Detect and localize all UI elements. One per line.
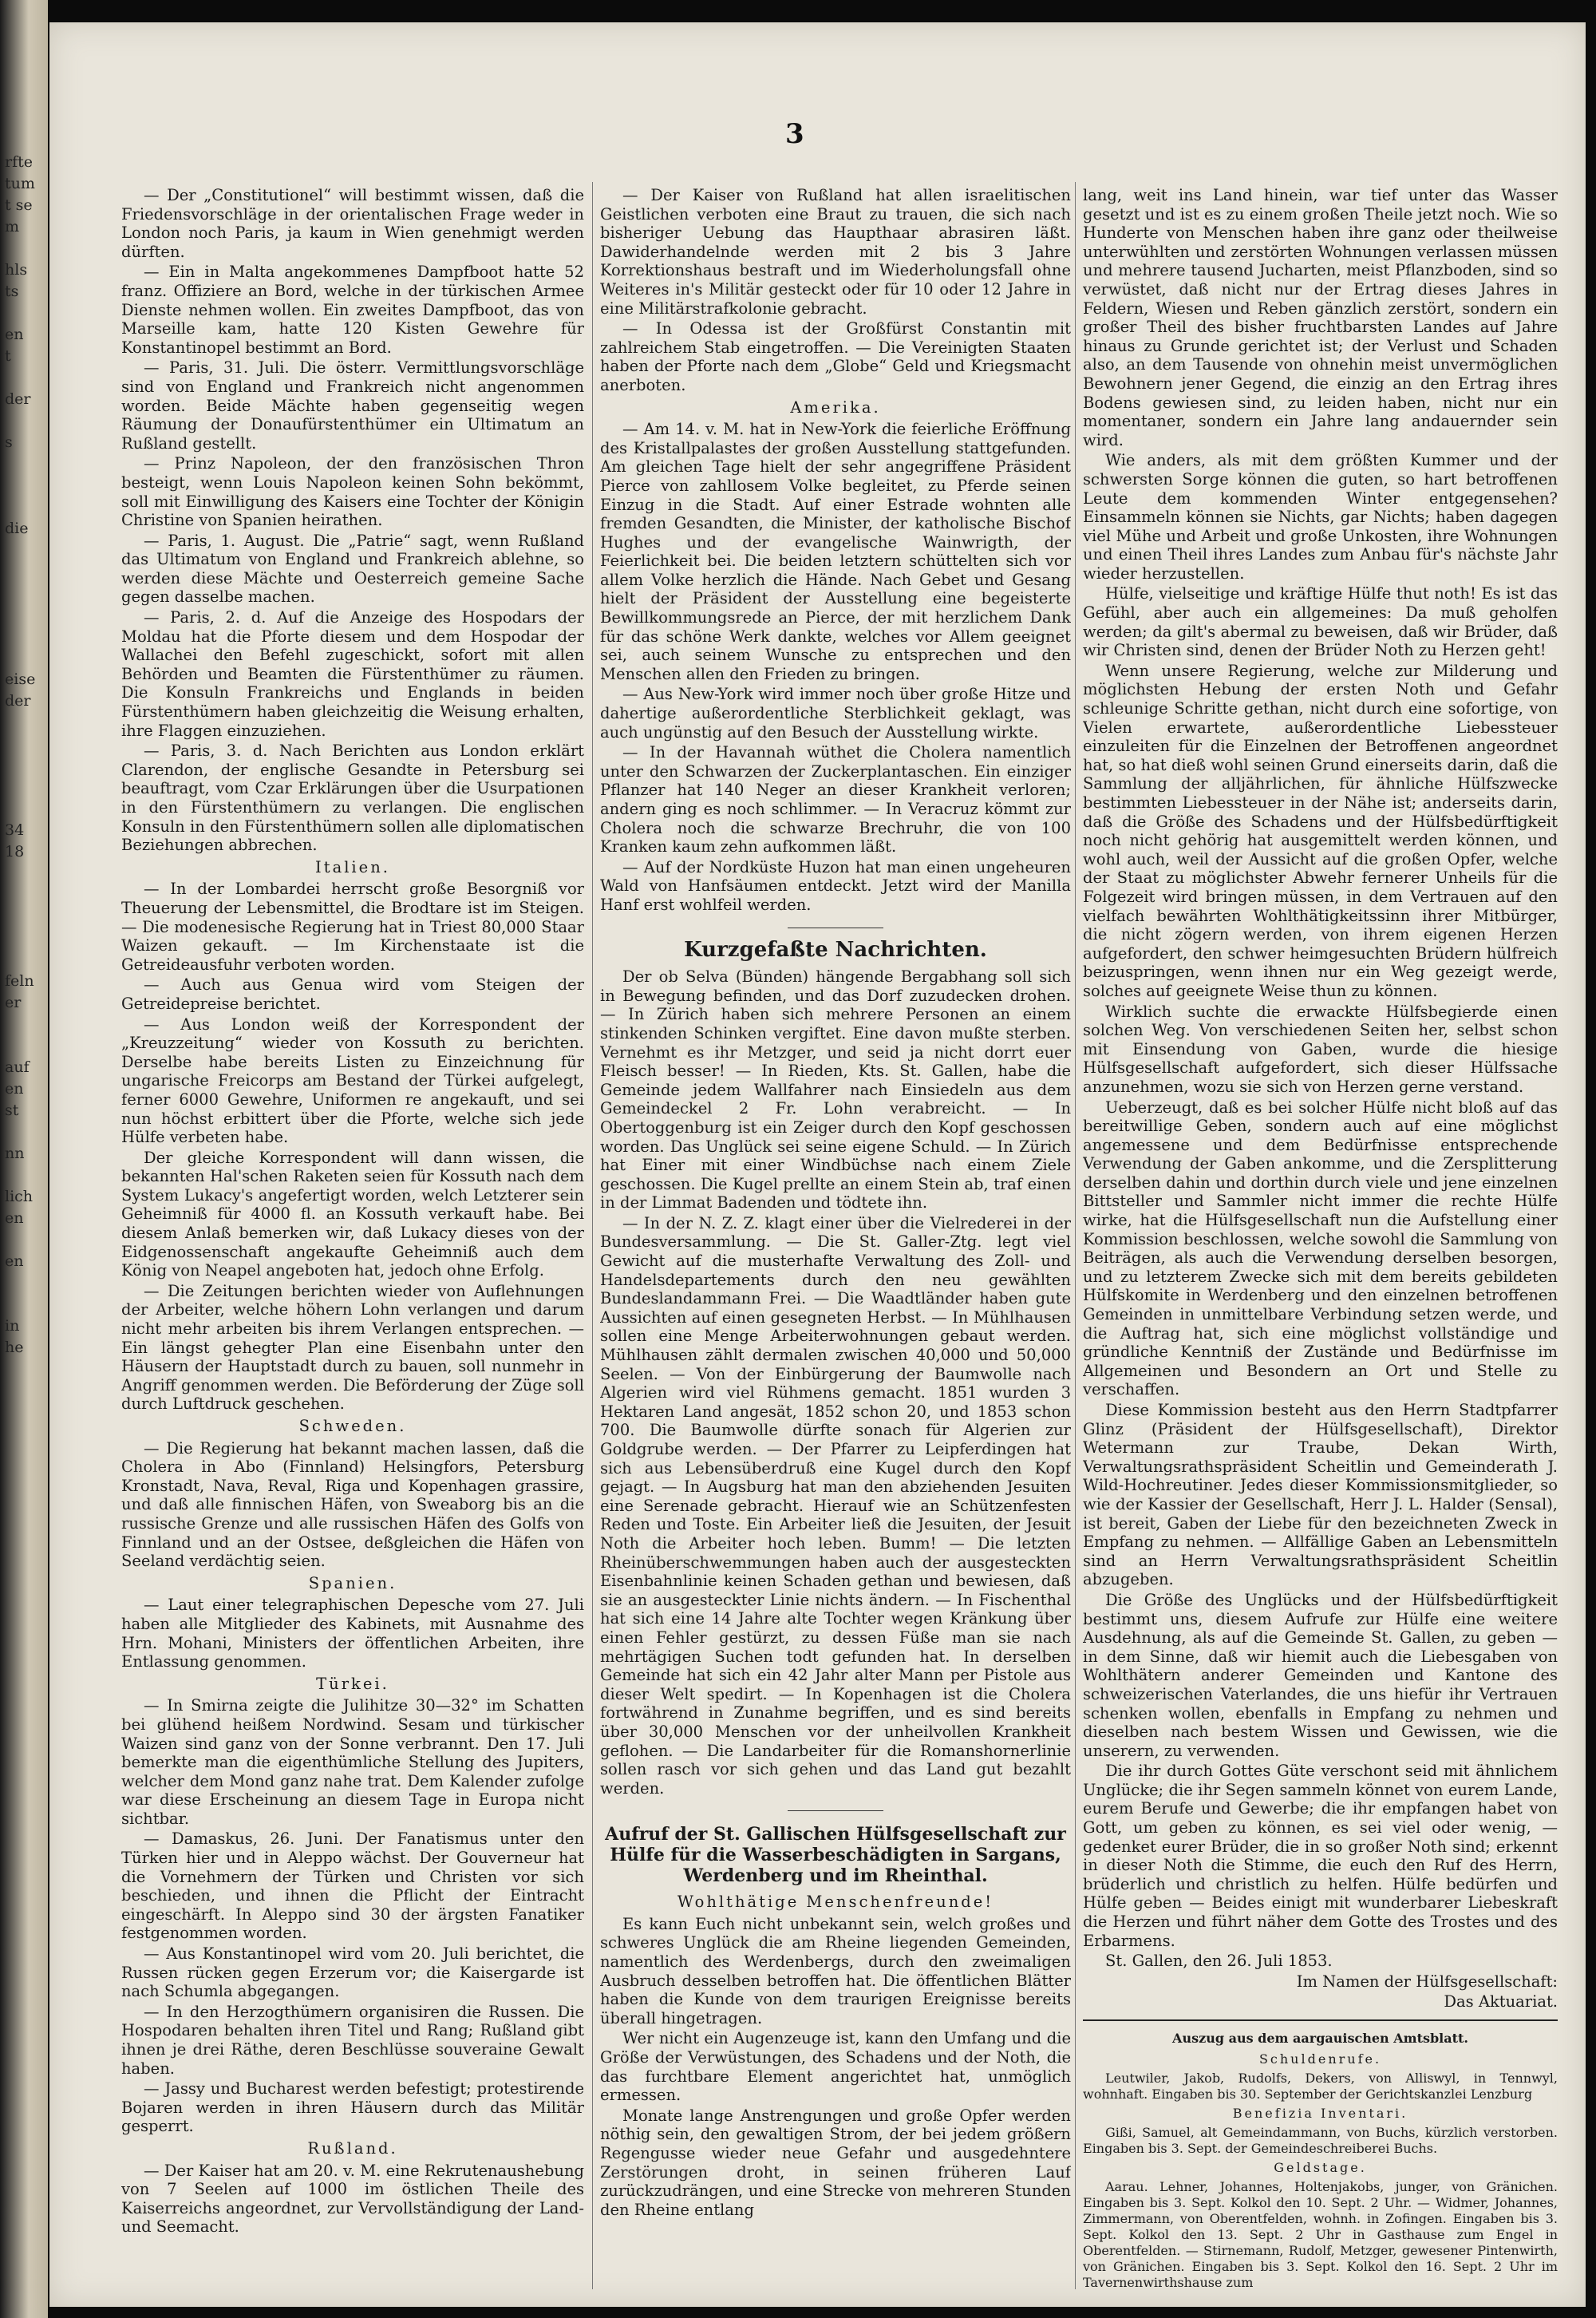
notice-paragraph: Leutwiler, Jakob, Rudolfs, Dekers, von Alliswyl, in Tennwyl, wohnhaft. Eingaben bis 30. September der Gerichtskanzlei Lenzburg xyxy=(1083,2070,1558,2102)
column-3 xyxy=(1083,186,1558,2293)
column-2 xyxy=(600,186,1071,2293)
article-paragraph: — Paris, 3. d. Nach Berichten aus London erklärt Clarendon, der englische Gesandte in Petersburg sei beauftragt, vom Czar Erklärungen über die Usurpationen in den Fürstenthümern zu verlangen. Die englischen Konsuln in den Fürstenthümern sollen alle diplomatischen Beziehungen abbrechen. xyxy=(121,742,584,855)
article-paragraph: — Aus London weiß der Korrespondent der „Kreuzzeitung“ wieder von Kossuth zu berichten. Derselbe habe bereits Listen zu Einzeichnung für ungarische Freicorps am Bestand der Türkei aufgelegt, ferner 6000 Gewehre, Uniformen re angekauft, und sei nun höchst erbittert über die Pforte, welche sich jede Hülfe verbeten habe. xyxy=(121,1015,584,1147)
notice-paragraph: Aarau. Lehner, Johannes, Holtenjakobs, junger, von Gränichen. Eingaben bis 3. Sept. Kolkol den 10. Sept. 2 Uhr. — Widmer, Johannes, Zimmermann, von Oberentfelden, wohnh. in Zofingen. Eingaben bis 3. Sept. Kolkol den 13. Sept. 2 Uhr in Gasthause zum Engel in Oberentfelden. — Stirnemann, Rudolf, Metzger, gewesener Pintenwirth, von Gränichen. Eingaben bis 3. Sept. Kolkol den 16. Sept. 2 Uhr im Tavernenwirthshause zum xyxy=(1083,2178,1558,2290)
article-paragraph: Hülfe, vielseitige und kräftige Hülfe thut noth! Es ist das Gefühl, aber auch ein allgemeines: Da muß geholfen werden; da gilt's abermal zu beweisen, daß wir Brüder, daß wir Christen sind, denen der Brüder Noth zu Herzen geht! xyxy=(1083,584,1558,660)
signature-line: Das Aktuariat. xyxy=(1444,1992,1558,2011)
signature-line: Im Namen der Hülfsgesellschaft: xyxy=(1296,1972,1558,1991)
article-paragraph: Wenn unsere Regierung, welche zur Milderung und möglichsten Hebung der ersten Noth und Gefahr schleunige Schritte gethan, nicht durch eine sofortige, von Vielen erwartete, außerordentliche Liebessteuer einzuleiten für die Einzelnen der Betroffenen angeordnet hat, so hat dieß wohl seinen Grund einerseits darin, daß die Sammlung der alljährlichen, für ähnliche Hülfszwecke bestimmten Liebessteuer in der Nähe ist; anderseits darin, daß die Größe des Schadens und der Hülfsbedürftigkeit noch nicht gehörig hat ausgemittelt werden können, und wohl auch, weil der Aussicht auf die großen Opfer, welche der Staat zu möglichster Abwehr fernerer Unheils für die Folgezeit wird bringen müssen, in dem Vertrauen auf den vielfach bewährten Wohlthätigkeitssinn ihrer Mitbürger, die nicht zögern werden, von ihrem eigenen Herzen aufgefordert, den schwer heimgesuchten Brüdern hülfreich beizuspringen, wenn ihnen nur ein Weg gezeigt werde, solches auf geeignete Weise thun zu können. xyxy=(1083,661,1558,1000)
subheading: Geldstage. xyxy=(1274,2159,1367,2175)
article-paragraph: — In der Havannah wüthet die Cholera namentlich unter den Schwarzen der Zuckerplantaschen. Ein einziger Pflanzer hat 140 Neger an dieser Krankheit verloren; andern ging es noch schlimmer. — In Veracruz kömmt zur Cholera noch die schwarze Brechruhr, die von 100 Kranken kaum zehn aufkommen läßt. xyxy=(600,743,1071,856)
page-number: 3 xyxy=(785,118,804,150)
article-paragraph: Der ob Selva (Bünden) hängende Bergabhang soll sich in Bewegung befinden, und das Dorf zuzudecken drohen. — In Zürich haben sich mehrere Personen an einem stinkenden Schinken vergiftet. Eine davon mußte sterben. Vernehmt es ihr Metzger, und seid ja nicht dorrt euer Fleisch besser! — In Rieden, Kts. St. Gallen, habe die Gemeinde jedem Wallfahrer nach Einsiedeln aus dem Gemeindeckel 2 Fr. Lohn verabreicht. — In Obertoggenburg ist ein Zeiger durch den Kopf geschossen worden. Das Unglück sei seine eigene Schuld. — In Zürich hat Einer mit einer Windbüchse nach einem Ziele geschossen. Die Kugel prellte an einem Stein ab, traf einen in der Limmat Badenden und tödtete ihn. xyxy=(600,967,1071,1212)
article-paragraph: — Damaskus, 26. Juni. Der Fanatismus unter den Türken hier und in Aleppo wächst. Der Gouverneur hat die Vornehmern der Türken und Christen vor sich beschieden, und ihnen die Pflicht der Eintracht eingeschärft. In Aleppo sind 30 der ärgsten Fanatiker festgenommen worden. xyxy=(121,1829,584,1943)
appeal-heading: Aufruf der St. Gallischen Hülfsgesellschaft zur Hülfe für die Wasserbeschädigten in Sargans, Werdenberg und im Rheinthal. xyxy=(605,1824,1066,1887)
article-paragraph: — Der „Constitutionel“ will bestimmt wissen, daß die Friedensvorschläge in der orientalischen Frage weder in London noch Paris, ja kaum in Wien genehmigt werden dürften. xyxy=(121,186,584,261)
section-heading-spanien: Spanien. xyxy=(308,1573,397,1592)
article-paragraph: — Aus Konstantinopel wird vom 20. Juli berichtet, die Russen rücken gegen Erzerum vor; die Kaisergarde ist nach Schumla abgegangen. xyxy=(121,1944,584,2001)
article-paragraph: — Auf der Nordküste Huzon hat man einen ungeheuren Wald von Hanfsäumen entdeckt. Jetzt wird der Manilla Hanf erst wohlfeil werden. xyxy=(600,857,1071,914)
newspaper-page xyxy=(49,22,1586,2307)
article-paragraph: — Der Kaiser hat am 20. v. M. eine Rekrutenaushebung von 7 Seelen auf 1000 im östlichen Theile des Kaiserreichs angeordnet, zur Vervollständigung der Land- und Seemacht. xyxy=(121,2161,584,2237)
article-paragraph: Wer nicht ein Augenzeuge ist, kann den Umfang und die Größe der Verwüstungen, des Schadens und der Noth, die das furchtbare Element angerichtet hat, unmöglich ermessen. xyxy=(600,2029,1071,2105)
spine-text-fragments: rfte tum t se m hls ts en t der s die eise der 34 18 feln er auf en st nn lich en en in he xyxy=(5,153,36,1356)
article-paragraph: — Die Regierung hat bekannt machen lassen, daß die Cholera in Abo (Finnland) Helsingfors, Petersburg Kronstadt, Nava, Reval, Riga und Kopenhagen grassire, und daß alle finnischen Häfen, von Sweaborg bis an die russische Grenze und alle russischen Häfen des Golfs von Finnland und an der Ostsee, deßgleichen die Häfen von Seeland verdächtig seien. xyxy=(121,1438,584,1571)
article-paragraph: Die Größe des Unglücks und der Hülfsbedürftigkeit bestimmt uns, diesem Aufrufe zur Hülfe eine weitere Ausdehnung, als auf die Gemeinde St. Gallen, zu geben — in dem Sinne, daß wir hiemit auch die Liebesgaben von Wohlthätern anderer Gemeinden und Kantone des schweizerischen Vaterlandes, die uns hiefür ihr Vertrauen schenken wollen, ebenfalls in Empfang zu nehmen und dieselben nach bestem Wissen und Gewissen, wie die unserern, zu verwenden. xyxy=(1083,1590,1558,1760)
article-paragraph: Wie anders, als mit dem größten Kummer und der schwersten Sorge können die guten, so hart betroffenen Leute dem kommenden Winter entgegensehen? Einsammeln können sie Nichts, gar Nichts; haben dagegen viel Mühe und Arbeit und große Unkosten, ihre Wohnungen und einen Theil ihres Landes zum Anbau für's nächste Jahr wieder herzustellen. xyxy=(1083,451,1558,583)
section-heading-kurz: Kurzgefaßte Nachrichten. xyxy=(684,937,987,962)
notice-paragraph: Gißi, Samuel, alt Gemeindammann, von Buchs, kürzlich verstorben. Eingaben bis 3. Sept. der Gemeindeschreiberei Buchs. xyxy=(1083,2124,1558,2156)
subheading: Schuldenrufe. xyxy=(1258,2051,1382,2067)
section-heading-amtsblatt: Auszug aus dem aargauischen Amtsblatt. xyxy=(1172,2031,1468,2046)
divider-rule xyxy=(1083,2019,1558,2021)
article-paragraph: — In Odessa ist der Großfürst Constantin mit zahlreichem Stab eingetroffen. — Die Vereinigten Staaten haben der Pforte nach dem „Globe“ Geld und Kriegsmacht anerboten. xyxy=(600,319,1071,394)
article-paragraph: Der gleiche Korrespondent will dann wissen, die bekannten Hal'schen Raketen seien für Kossuth nach dem System Lukacy's angefertigt worden, welch Letzterer sein Geheimniß für 4000 fl. an Kossuth verkauft habe. Bei diesem Anlaß bemerken wir, daß Lukacy dieses von der Eidgenossenschaft angekaufte Geheimniß auch dem König von Neapel angeboten hat, jedoch ohne Erfolg. xyxy=(121,1148,584,1280)
article-paragraph: — Paris, 31. Juli. Die österr. Vermittlungsvorschläge sind von England und Frankreich nicht angenommen worden. Beide Mächte haben gegenseitig wegen Räumung der Donaufürstenthümer ein Ultimatum an Rußland gestellt. xyxy=(121,358,584,453)
article-paragraph: — Der Kaiser von Rußland hat allen israelitischen Geistlichen verboten eine Braut zu trauen, die sich nach bisheriger Uebung das Haupthaar abrasiren läßt. Dawiderhandelnde werden mit 2 bis 3 Jahre Korrektionshaus bestraft und im Wiederholungsfall ohne Weiteres in's Militär gesteckt oder für 10 oder 12 Jahre in eine Militärstrafkolonie gebracht. xyxy=(600,186,1071,318)
article-paragraph: lang, weit ins Land hinein, war tief unter das Wasser gesetzt und ist es zu einem großen Theile jetzt noch. Wie so Hunderte von Menschen haben ihre ganz oder theilweise unterwühlten und zerstörten Wohnungen verlassen müssen und mehrere tausend Jucharten, meist Pflanzboden, sind so verwüstet, daß nicht nur der Ertrag dieses Jahres in Feldern, Wiesen und Reben gänzlich zerstört, sondern ein großer Theil des bisher fruchtbarsten Landes auf Jahre hinaus zu Grunde gerichtet ist; der Verlust und Schaden also, an dem Tausende von ohnehin meist unvermöglichen Bewohnern jener Gegend, die einzig an den Ertrag ihres Bodens gewiesen sind, zu leiden haben, nicht nur ein momentaner, sondern ein Jahre lang andauernder sein wird. xyxy=(1083,186,1558,449)
article-paragraph: Monate lange Anstrengungen und große Opfer werden nöthig sein, den gewaltigen Strom, der bei jedem größern Regengusse wieder neue Gefahr und ausgedehntere Zerstörungen droht, in seinen früheren Lauf zurückzudrängen, und eine Strecke von mehreren Stunden den Rheine entlang xyxy=(600,2106,1071,2219)
book-spine xyxy=(0,0,48,2318)
column-divider xyxy=(592,182,593,2289)
article-paragraph: — In der Lombardei herrscht große Besorgniß vor Theuerung der Lebensmittel, die Brodtare ist im Steigen. — Die modenesische Regierung hat in Triest 80,000 Staar Waizen gekauft. — Im Kirchenstaate ist die Getreideausfuhr verboten worden. xyxy=(121,880,584,974)
section-heading-italien: Italien. xyxy=(315,857,390,876)
article-paragraph: — Paris, 2. d. Auf die Anzeige des Hospodars der Moldau hat die Pforte diesem und dem Hospodar der Wallachei den Befehl zugeschickt, sofort mit allen Behörden und Beamten die Fürstenthümer zu räumen. Die Konsuln Frankreichs und Englands in beiden Fürstenthümern haben gleichzeitig die Weisung erhalten, ihre Flaggen einzuziehen. xyxy=(121,608,584,740)
article-paragraph: — Laut einer telegraphischen Depesche vom 27. Juli haben alle Mitglieder des Kabinets, mit Ausnahme des Hrn. Mohani, Ministers der öffentlichen Arbeiten, ihre Entlassung genommen. xyxy=(121,1596,584,1671)
subheading: Benefizia Inventari. xyxy=(1232,2105,1408,2121)
article-paragraph: Wirklich suchte die erwackte Hülfsbegierde einen solchen Weg. Von verschiedenen Seiten her, selbst schon mit Einsendung von Gaben, wurde die hiesige Hülfsgesellschaft aufgefordert, sich dieser Hülfssache anzunehmen, wozu sie sich von Herzen gerne verstand. xyxy=(1083,1002,1558,1096)
article-paragraph: — Am 14. v. M. hat in New-York die feierliche Eröffnung des Kristallpalastes der großen Ausstellung stattgefunden. Am gleichen Tage hielt der sehr angegriffene Präsident Pierce von zahllosem Volke begleitet, zu Pferde seinen Einzug in die Stadt. Auf einer Estrade wohnten alle fremden Gesandten, die Minister, der katholische Bischof Hughes und der evangelische Wainwrigth, der Feierlichkeit bei. Die beiden letztern schüttelten sich vor allem Volke herzlich die Hände. Nach Gebet und Gesang hielt der Präsident der Ausstellung eine begeisterte Bewillkommungsrede an Pierce, der mit herzlichem Dank für das schöne Werk dankte, welches vor Allem geeignet sei, auch seinem Wunsche zu entsprechen und den Menschen allen den Frieden zu bringen. xyxy=(600,420,1071,683)
article-paragraph: — Paris, 1. August. Die „Patrie“ sagt, wenn Rußland das Ultimatum von England und Frankreich ablehne, so werden diese Mächte und Oesterreich gemeine Sache gegen dasselbe machen. xyxy=(121,531,584,607)
column-divider xyxy=(1075,182,1076,2289)
section-heading-schweden: Schweden. xyxy=(298,1417,407,1435)
article-paragraph: Ueberzeugt, daß es bei solcher Hülfe nicht bloß auf das bereitwillige Geben, sondern auch auf eine möglichst angemessene und dem Bedürfnisse entsprechende Verwendung der Gaben ankomme, und die Zersplitterung derselben dahin und dorthin durch viele und jene einzelnen Bittsteller und Sammler nicht immer die rechte Hülfe wirke, hat die Hülfsgesellschaft nun die Aufstellung einer Kommission beschlossen, welche sowohl die Sammlung von Beiträgen, als auch die Verwendung derselben besorgen, und zu letzterem Zwecke sich mit dem bereits gebildeten Hülfskomite in Werdenberg und den einzelnen betroffenen Gemeinden in unmittelbare Verbindung setzen werde, und die Auftrag hat, sich eine möglichst vollständige und gründliche Kenntniß der Zustände und Bedürfnisse im Allgemeinen und Besondern an Ort und Stelle zu verschaffen. xyxy=(1083,1098,1558,1399)
article-paragraph: — Jassy und Bucharest werden befestigt; protestirende Bojaren werden in ihren Häusern durch das Militär gesperrt. xyxy=(121,2079,584,2136)
article-paragraph: Diese Kommission besteht aus den Herrn Stadtpfarrer Glinz (Präsident der Hülfsgesellschaft), Direktor Wetermann zur Traube, Dekan Wirth, Verwaltungsrathspräsident Scheitlin und Gemeinderath J. Wild-Hochreutiner. Jedes dieser Kommissionsmitglieder, so wie der Kassier der Gesellschaft, Herr J. L. Halder (Sensal), ist bereit, Gaben der Liebe für den bezeichneten Zweck in Empfang zu nehmen. — Allfällige Gaben an Lebensmitteln sind an Herrn Verwaltungsrathspräsident Scheitlin abzugeben. xyxy=(1083,1401,1558,1589)
article-paragraph: — Die Zeitungen berichten wieder von Auflehnungen der Arbeiter, welche höhern Lohn verlangen und darum nicht mehr arbeiten bis ihrem Verlangen entsprechen. — Ein längst gehegter Plan eine Eisenbahn unter den Häusern der Hauptstadt durch zu bauen, soll nunmehr in Angriff genommen werden. Die Beförderung der Züge soll durch Luftdruck geschehen. xyxy=(121,1281,584,1414)
column-1 xyxy=(121,186,584,2293)
section-heading-tuerkei: Türkei. xyxy=(316,1674,389,1693)
article-paragraph: Die ihr durch Gottes Güte verschont seid mit ähnlichem Unglücke; die ihr Segen sammeln könnet von eurem Lande, eurem Berufe und Gewerbe; die ihr empfangen habet von Gott, um geben zu können, es sei viel oder wenig, — gedenket eurer Brüder, die in so großer Noth sind; erkennt in dieser Noth die Stimme, die euch den Ruf des Herrn, brüderlich und christlich zu helfen. Hülfe bedürfen und Hülfe geben — Beides einigt mit wunderbarer Liebeskraft die Herzen und führt näher dem Gotte des Trostes und des Erbarmens. xyxy=(1083,1762,1558,1950)
article-paragraph: — In der N. Z. Z. klagt einer über die Vielrederei in der Bundesversammlung. — Die St. Galler-Ztg. legt viel Gewicht auf die musterhafte Verwaltung des Zoll- und Handelsdepartements durch den neu gewählten Bundeslandammann Frei. — Die Waadtländer haben gute Aussichten auf einen gesegneten Herbst. — In Mühlhausen sollen eine Menge Arbeiterwohnungen gebaut werden. Mühlhausen zählt dermalen zwischen 40,000 und 50,000 Seelen. — Von der Einbürgerung der Baumwolle nach Algerien wird viel Rühmens gemacht. 1851 wurden 3 Hektaren Land angesät, 1852 schon 20, und 1853 schon 700. Die Baumwolle dürfte sonach für Algerien zur Goldgrube werden. — Der Pfarrer zu Leipferdingen hat sich aus Lebensüberdruß eine Kugel durch den Kopf gejagt. — In Augsburg hat man den abziehenden Jesuiten eine Serenade gebracht. Hierauf wie an Schützenfesten Reden und Toste. Ein Arbeiter ließ die Jesuiten, der Jesuit Noth die Arbeiter hoch leben. Bumm! — Die letzten Rheinüberschwemmungen haben auch der ausgesteckten Eisenbahnlinie keinen Schaden gethan und bewiesen, daß sie an ausgesteckter Linie nichts ändern. — In Fischenthal hat sich eine 14 Jahre alte Tochter wegen Kränkung über einen Fehler gestürzt, zu dessen Füße man sie nach mehrtägigen Suchen todt gefunden hat. In derselben Gemeinde hat sich ein 42 Jahr alter Mann per Pistole aus dieser Welt spedirt. — In Kopenhagen ist die Cholera fortwährend in Zunahme begriffen, und es sind bereits über 30,000 Menschen vor der unheilvollen Krankheit geflohen. — Die Landarbeiter für die Romanshornerlinie sollen rasch vor sich gehen und das Land gut bezahlt werden. xyxy=(600,1213,1071,1798)
divider-rule xyxy=(788,1810,883,1811)
article-paragraph: — Aus New-York wird immer noch über große Hitze und dahertige außerordentliche Sterblichkeit geklagt, was auch ungünstig auf den Besuch der Ausstellung wirkte. xyxy=(600,685,1071,742)
article-paragraph: Es kann Euch nicht unbekannt sein, welch großes und schweres Unglück die am Rheine liegenden Gemeinden, namentlich des Werdenbergs, durch den zweimaligen Ausbruch desselben betroffen hat. Die öffentlichen Blätter haben die Kunde von dem traurigen Ereignisse bereits überall hingetragen. xyxy=(600,1914,1071,2027)
appeal-salutation: Wohlthätige Menschenfreunde! xyxy=(677,1893,994,1912)
dateline: St. Gallen, den 26. Juli 1853. xyxy=(1105,1952,1333,1971)
article-paragraph: — Auch aus Genua wird vom Steigen der Getreidepreise berichtet. xyxy=(121,975,584,1013)
article-paragraph: — In den Herzogthümern organisiren die Russen. Die Hospodaren behalten ihren Titel und Rang; Rußland gibt ihnen je drei Räthe, deren Beschlüsse souveraine Gewalt haben. xyxy=(121,2002,584,2078)
article-paragraph: — Prinz Napoleon, der den französischen Thron besteigt, wenn Louis Napoleon keinen Sohn bekömmt, soll mit Einwilligung des Kaisers eine Tochter der Königin Christine von Spanien heirathen. xyxy=(121,454,584,530)
section-heading-russland: Rußland. xyxy=(307,2138,398,2158)
article-paragraph: — In Smirna zeigte die Julihitze 30—32° im Schatten bei glühend heißem Nordwind. Sesam und türkischer Waizen sind ganz von der Sonne verbrannt. Den 17. Juli bemerkte man die eigenthümliche Stellung des Jupiters, welcher dem Mond ganz nahe trat. Dem Kalender zufolge war diese Erscheinung an diesem Tage in Europa nicht sichtbar. xyxy=(121,1696,584,1828)
section-heading-amerika: Amerika. xyxy=(790,398,881,417)
article-paragraph: — Ein in Malta angekommenes Dampfboot hatte 52 franz. Offiziere an Bord, welche in der türkischen Armee Dienste nehmen wollen. Ein zweites Dampfboot, das von Marseille kam, hatte 120 Kisten Gewehre für Konstantinopel bestimmt an Bord. xyxy=(121,263,584,357)
